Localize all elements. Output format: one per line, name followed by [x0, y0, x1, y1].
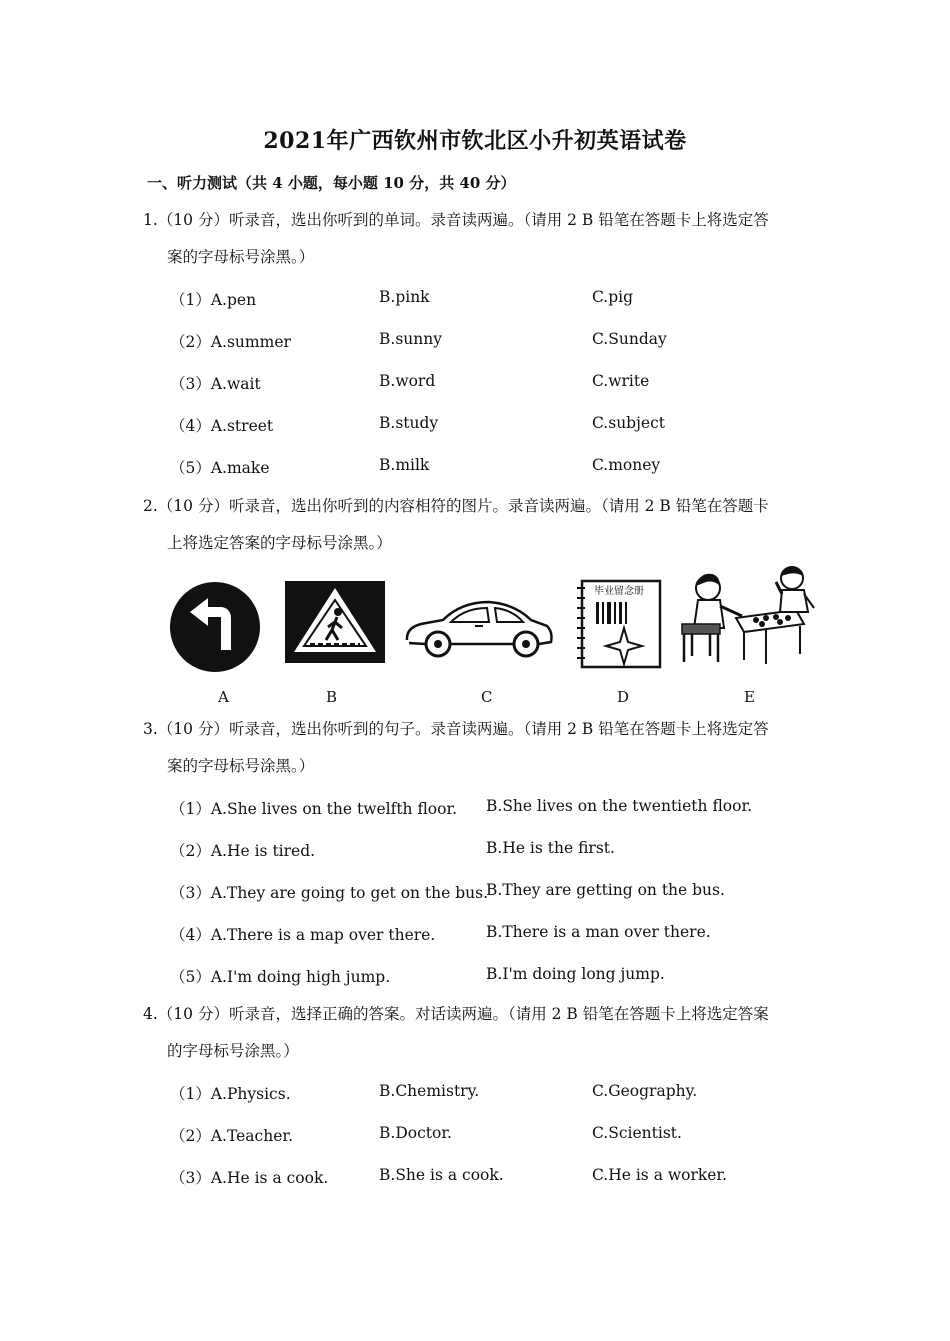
q3-option-a: （5）A.I'm doing high jump.: [170, 968, 391, 986]
graduation-album-picture: [576, 578, 664, 670]
turn-left-sign-picture: [168, 580, 262, 674]
q4-option-a: （1）A.Physics.: [170, 1085, 291, 1103]
question-3-line1: 3.（10 分）听录音，选出你听到的句子。录音读两遍。（请用 2 B 铅笔在答题卡上将选定答: [143, 720, 769, 738]
q1-option-a: （1）A.pen: [170, 291, 257, 309]
q1-option-b: B.word: [379, 372, 436, 390]
picture-label-b: B: [326, 688, 338, 706]
question-2-line2: 上将选定答案的字母标号涂黑。）: [167, 534, 392, 552]
q4-option-a: （3）A.He is a cook.: [170, 1169, 329, 1187]
q4-option-c: C.He is a worker.: [592, 1166, 728, 1184]
q3-option-a: （2）A.He is tired.: [170, 842, 316, 860]
q4-option-b: B.Chemistry.: [379, 1082, 480, 1100]
picture-label-a: A: [218, 688, 229, 706]
question-4: [143, 996, 813, 1070]
picture-label-e: E: [744, 688, 755, 706]
question-2: [143, 488, 813, 562]
question-1: [143, 202, 813, 276]
q1-option-b: B.milk: [379, 456, 430, 474]
question-2-line1: 2.（10 分）听录音，选出你听到的内容相符的图片。录音读两遍。（请用 2 B 铅笔在答题卡: [143, 497, 769, 515]
q1-option-a: （2）A.summer: [170, 333, 291, 351]
q1-option-b: B.pink: [379, 288, 430, 306]
q3-option-a: （3）A.They are going to get on the bus.: [170, 884, 489, 902]
q4-option-b: B.Doctor.: [379, 1124, 452, 1142]
q3-option-a: （1）A.She lives on the twelfth floor.: [170, 800, 458, 818]
question-3-line2: 案的字母标号涂黑。）: [167, 757, 315, 775]
picture-label-d: D: [617, 688, 630, 706]
question-4-line1: 4.（10 分）听录音，选择正确的答案。对话读两遍。（请用 2 B 铅笔在答题卡上将选定答案: [143, 1005, 769, 1023]
q3-option-b: B.I'm doing long jump.: [486, 965, 665, 983]
q4-option-c: C.Scientist.: [592, 1124, 682, 1142]
page-title: 2021年广西钦州市钦北区小升初英语试卷: [263, 128, 687, 154]
q1-option-b: B.study: [379, 414, 439, 432]
q1-option-b: B.sunny: [379, 330, 442, 348]
q3-option-b: B.He is the first.: [486, 839, 615, 857]
question-4-line2: 的字母标号涂黑。）: [167, 1042, 299, 1060]
q3-option-b: B.They are getting on the bus.: [486, 881, 725, 899]
q1-option-a: （3）A.wait: [170, 375, 261, 393]
q4-option-c: C.Geography.: [592, 1082, 698, 1100]
q1-option-c: C.Sunday: [592, 330, 667, 348]
q4-option-a: （2）A.Teacher.: [170, 1127, 294, 1145]
section-heading: 一、听力测试（共 4 小题，每小题 10 分，共 40 分）: [147, 174, 516, 192]
q3-option-a: （4）A.There is a map over there.: [170, 926, 436, 944]
boys-playing-chess-picture: [680, 564, 820, 670]
picture-label-c: C: [481, 688, 493, 706]
q3-option-b: B.She lives on the twentieth floor.: [486, 797, 753, 815]
q4-option-b: B.She is a cook.: [379, 1166, 504, 1184]
q1-option-a: （5）A.make: [170, 459, 270, 477]
q1-option-c: C.write: [592, 372, 650, 390]
pedestrian-crossing-sign-picture: [284, 580, 386, 664]
q1-option-c: C.pig: [592, 288, 634, 306]
car-picture: [403, 596, 555, 662]
q1-option-c: C.money: [592, 456, 661, 474]
q1-option-a: （4）A.street: [170, 417, 274, 435]
question-1-line1: 1.（10 分）听录音，选出你听到的单词。录音读两遍。（请用 2 B 铅笔在答题卡上将选定答: [143, 211, 769, 229]
q1-option-c: C.subject: [592, 414, 665, 432]
album-title-text: 毕业留念册: [594, 586, 644, 597]
question-3: [143, 711, 813, 785]
q3-option-b: B.There is a man over there.: [486, 923, 711, 941]
question-1-line2: 案的字母标号涂黑。）: [167, 248, 315, 266]
